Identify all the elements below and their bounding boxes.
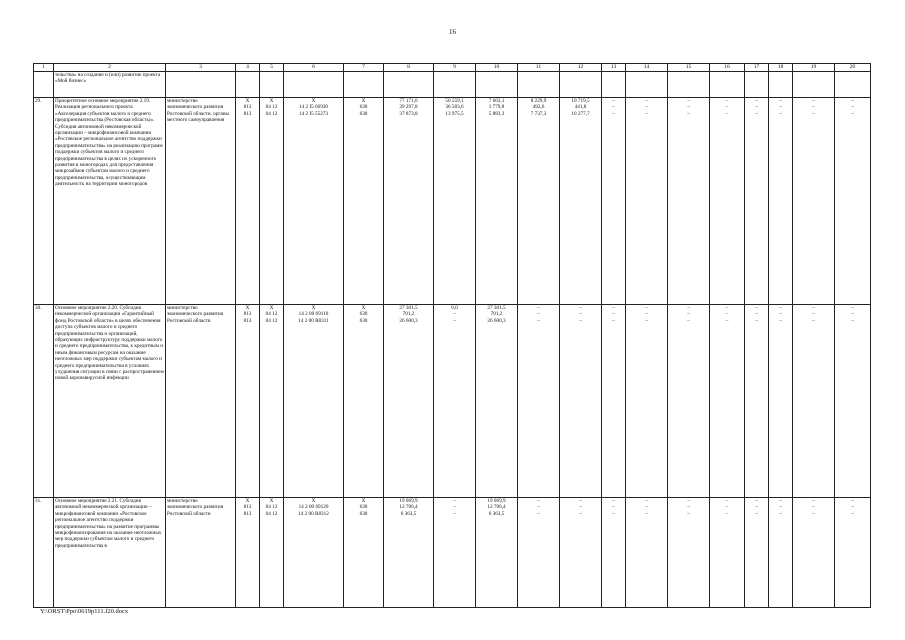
cell-value: – [579,510,582,517]
cell-value: 04 12 [265,510,278,517]
cell-value: – [612,317,615,324]
cell-value: – [812,104,815,111]
cell-value: 813 [243,104,252,111]
cell-value: 630 [359,104,368,111]
value-cell [560,498,602,608]
cell-value: Х [311,498,316,504]
value-cell [710,72,745,98]
cell-value: – [645,110,648,117]
value-cell [626,305,668,498]
cell-value: – [725,510,729,517]
column-number: 10 [476,64,518,72]
value-cell [476,98,518,305]
cell-value: – [537,311,540,318]
column-number: 16 [710,64,745,72]
cell-value: – [779,498,782,504]
cell-value: 19 069,9 [399,498,418,504]
cell-value: 04 12 [265,104,278,111]
value-cell [710,305,745,498]
cell-value: – [612,104,615,111]
cell-value: Х [269,98,274,104]
value-cell [769,498,793,608]
column-number: 7 [344,64,384,72]
value-cell [602,498,626,608]
cell-value: – [537,504,540,511]
value-cell [236,498,260,608]
cell-value: – [755,110,758,117]
cell-value: 630 [359,510,368,517]
cell-value: Х [269,498,274,504]
cell-value: – [687,98,690,104]
value-cell [344,305,384,498]
cell-value: – [612,98,615,104]
responsible-executor: министерство экономического развития Ростовской области, органы местного самоуправления [166,98,236,305]
cell-value: – [851,305,854,311]
cell-value: 12 706,4 [399,504,418,511]
cell-value: – [612,504,615,511]
value-cell [284,98,344,305]
cell-value: – [851,504,854,511]
value-cell [745,72,769,98]
cell-value: – [779,98,782,104]
value-cell [384,72,434,98]
value-cell [344,98,384,305]
value-cell [626,98,668,305]
cell-value: – [725,110,729,117]
cell-value: – [612,498,615,504]
value-cell [560,98,602,305]
value-cell [236,305,260,498]
cell-value: – [851,498,854,504]
cell-value: – [645,305,648,311]
cell-value: – [645,317,648,324]
cell-value: 441,8 [574,104,587,111]
cell-value: 701,2 [490,311,503,318]
value-cell [344,498,384,608]
cell-value: 630 [359,317,368,324]
cell-value: – [645,311,648,318]
value-cell [710,498,745,608]
value-cell [518,498,560,608]
column-number: 9 [434,64,476,72]
column-number: 4 [236,64,260,72]
value-cell [668,305,710,498]
cell-value: 14 2 I5 55273 [299,110,328,117]
measure-description: Приоритетное основное мероприятие 2.19. Реализация регионального проекта «Акселерация субъектов малого и среднего предпринимательства (Ростовская область)». Субсидия автономной некоммерческой организации – микрофинансовой компании «Ростовское региональное агентство поддержки предпринимательства» на реализацию программ поддержки субъектов малого и среднего предпринимательства в целях их ускоренного развития в моногородах для предоставления микрозаймов субъектам малого и среднего предпринимательства, осуществляющим деятельность на территории моногородов [54,98,166,305]
value-cell [434,305,476,498]
cell-value: – [812,311,815,318]
cell-value: Х [361,98,366,104]
column-number: 8 [384,64,434,72]
page-number: 16 [449,28,456,36]
cell-value: – [612,110,615,117]
value-cell [602,98,626,305]
cell-value: – [687,110,690,117]
value-cell [284,72,344,98]
cell-value: – [687,104,690,111]
cell-value: – [812,305,815,311]
measure-description: Основное мероприятие 2.21. Субсидия автономной некоммерческой организации – микрофинансовой компании «Ростовское региональное агентство поддержки предпринимательства» на развитие программы микрофинансирования на оказание неотложных мер поддержки субъектам малого и среднего предпринимательства в [54,498,166,608]
value-cell [793,498,835,608]
cell-value: – [645,510,648,517]
cell-value: 813 [243,311,252,318]
cell-value: Х [245,498,250,504]
cell-value: – [579,498,582,504]
cell-value: – [645,98,648,104]
column-number: 2 [54,64,166,72]
table-row [34,305,871,498]
table-row [34,498,871,608]
cell-value: 492,6 [532,104,545,111]
cell-value: – [645,498,648,504]
cell-value: 7 663,1 [488,98,505,104]
cell-value: – [755,498,758,504]
value-cell [710,98,745,305]
value-cell [668,98,710,305]
row-number: 29. [34,98,54,305]
value-cell [835,72,871,98]
value-cell [769,305,793,498]
cell-value: – [725,504,729,511]
cell-value: – [851,104,854,111]
value-cell [260,72,284,98]
cell-value: – [537,498,540,504]
value-cell [260,498,284,608]
cell-value: 36 583,6 [445,104,464,111]
cell-value: – [755,104,758,111]
row-number [34,72,54,98]
value-cell [835,498,871,608]
cell-value: 813 [243,317,252,324]
value-cell [745,98,769,305]
cell-value: 14 2 00 R8312 [298,510,329,517]
cell-value: 39 297,8 [399,104,418,111]
cell-value: – [725,98,729,104]
value-cell [560,72,602,98]
cell-value: – [755,311,758,318]
cell-value: – [779,110,782,117]
cell-value: 6 363,5 [488,510,505,517]
value-cell [769,72,793,98]
measure-description: Основное мероприятие 2.20. Субсидия некоммерческой организации «Гарантийный фонд Ростовской области» в целях обеспечения доступа субъектов малого и среднего предпринимательства и организаций, образующих инфраструктуру поддержки малого и среднего предпринимательства, к кредитным и иным финансовым ресурсам на оказание неотложных мер поддержки субъектам малого и среднего предпринимательства в условиях ухудшения ситуации в связи с распространением новой коронавирусной инфекции [54,305,166,498]
cell-value: – [687,317,690,324]
value-cell [284,305,344,498]
value-cell [284,498,344,608]
cell-value: 12 706,4 [487,504,506,511]
cell-value: 630 [359,504,368,511]
value-cell [476,498,518,608]
cell-value: 04 12 [265,317,278,324]
cell-value: – [537,317,540,324]
cell-value: Х [269,305,274,311]
value-cell [835,98,871,305]
cell-value: – [645,104,648,111]
value-cell [835,305,871,498]
cell-value: 04 12 [265,504,278,511]
cell-value: – [725,317,729,324]
cell-value: 0,0 [451,305,458,311]
footer-file-path: Y:\ORST\Ppo\0619p111.f20.docx [40,608,129,615]
cell-value: – [755,510,758,517]
cell-value: – [755,504,758,511]
cell-value: – [812,317,815,324]
responsible-executor: министерство экономического развития Ростовской области [166,498,236,608]
cell-value: – [725,305,729,311]
value-cell [476,72,518,98]
cell-value: 630 [359,110,368,117]
cell-value: Х [245,98,250,104]
cell-value: – [687,305,690,311]
value-cell [434,98,476,305]
cell-value: – [779,510,782,517]
cell-value: – [851,510,854,517]
cell-value: Х [245,305,250,311]
value-cell [769,98,793,305]
cell-value: 13 975,5 [445,110,464,117]
cell-value: – [812,510,815,517]
cell-value: 14 2 I5 66930 [299,104,328,111]
cell-value: – [779,104,782,111]
column-number: 18 [769,64,793,72]
cell-value: – [579,305,582,311]
measure-description: тельства» на создание и (или) развитие проекта «Мой бизнес» [54,72,166,98]
table-row [34,98,871,305]
cell-value: – [755,305,758,311]
table-row [34,72,871,98]
column-number: 20 [835,64,871,72]
cell-value: 19 069,9 [487,498,506,504]
cell-value: – [453,311,456,318]
cell-value: 37 873,8 [399,110,418,117]
cell-value: – [851,311,854,318]
value-cell [384,305,434,498]
cell-value: 14 2 00 R8311 [298,317,329,324]
column-number-row [34,64,871,72]
column-number: 6 [284,64,344,72]
cell-value: 26 600,3 [487,317,506,324]
cell-value: – [755,98,758,104]
value-cell [518,72,560,98]
value-cell [518,305,560,498]
value-cell [434,498,476,608]
value-cell [236,98,260,305]
cell-value: 27 301,5 [399,305,418,311]
cell-value: – [812,504,815,511]
value-cell [384,98,434,305]
value-cell [602,72,626,98]
cell-value: 7 737,3 [530,110,547,117]
value-cell [602,305,626,498]
cell-value: 10 719,5 [571,98,590,104]
cell-value: – [725,311,729,318]
value-cell [626,72,668,98]
cell-value: – [453,498,456,504]
value-cell [793,305,835,498]
cell-value: – [779,311,782,318]
value-cell [260,305,284,498]
cell-value: – [779,504,782,511]
cell-value: 630 [359,311,368,318]
cell-value: 813 [243,110,252,117]
cell-value: – [453,504,456,511]
column-number: 17 [745,64,769,72]
cell-value: – [687,311,690,318]
column-number: 19 [793,64,835,72]
value-cell [668,72,710,98]
value-cell [668,498,710,608]
cell-value: 813 [243,510,252,517]
cell-value: 04 12 [265,110,278,117]
cell-value: Х [361,498,366,504]
cell-value: – [579,311,582,318]
value-cell [793,98,835,305]
cell-value: – [612,311,615,318]
column-number: 11 [518,64,560,72]
cell-value: – [725,104,729,111]
column-number: 12 [560,64,602,72]
cell-value: – [687,504,690,511]
row-number: 30. [34,305,54,498]
cell-value: – [812,98,815,104]
cell-value: – [687,498,690,504]
cell-value: 26 600,3 [399,317,418,324]
cell-value: – [579,504,582,511]
column-number: 15 [668,64,710,72]
cell-value: 27 301,5 [487,305,506,311]
cell-value: 813 [243,504,252,511]
cell-value: – [687,510,690,517]
cell-value: 8 229,9 [530,98,547,104]
value-cell [560,305,602,498]
cell-value: 14 2 00 69110 [298,311,329,318]
cell-value: 10 277,7 [571,110,590,117]
responsible-executor [166,72,236,98]
cell-value: 5 883,3 [488,110,505,117]
value-cell [626,498,668,608]
cell-value: 77 171,6 [399,98,418,104]
cell-value: 50 559,1 [445,98,464,104]
cell-value: Х [361,305,366,311]
row-number: 31. [34,498,54,608]
cell-value: – [537,305,540,311]
cell-value: 04 12 [265,311,278,318]
value-cell [344,72,384,98]
cell-value: Х [311,98,316,104]
value-cell [745,305,769,498]
value-cell [793,72,835,98]
column-number: 13 [602,64,626,72]
value-cell [476,305,518,498]
value-cell [260,98,284,305]
value-cell [745,498,769,608]
value-cell [518,98,560,305]
cell-value: – [453,317,456,324]
cell-value: – [453,510,456,517]
cell-value: – [725,498,729,504]
cell-value: – [851,110,854,117]
cell-value: 6 363,5 [400,510,417,517]
cell-value: Х [311,305,316,311]
cell-value: – [812,110,815,117]
budget-table [33,63,871,608]
value-cell [384,498,434,608]
cell-value: 1 779,8 [488,104,505,111]
value-cell [236,72,260,98]
column-number: 1 [34,64,54,72]
cell-value: – [579,317,582,324]
cell-value: – [779,305,782,311]
cell-value: – [779,317,782,324]
cell-value: – [612,510,615,517]
cell-value: 14 2 00 69120 [298,504,329,511]
cell-value: – [851,98,854,104]
cell-value: – [612,305,615,311]
cell-value: – [645,504,648,511]
cell-value: – [812,498,815,504]
column-number: 3 [166,64,236,72]
column-number: 14 [626,64,668,72]
value-cell [434,72,476,98]
responsible-executor: министерство экономического развития Ростовской области [166,305,236,498]
column-number: 5 [260,64,284,72]
cell-value: – [851,317,854,324]
cell-value: – [755,317,758,324]
cell-value: – [537,510,540,517]
cell-value: 701,2 [402,311,415,318]
